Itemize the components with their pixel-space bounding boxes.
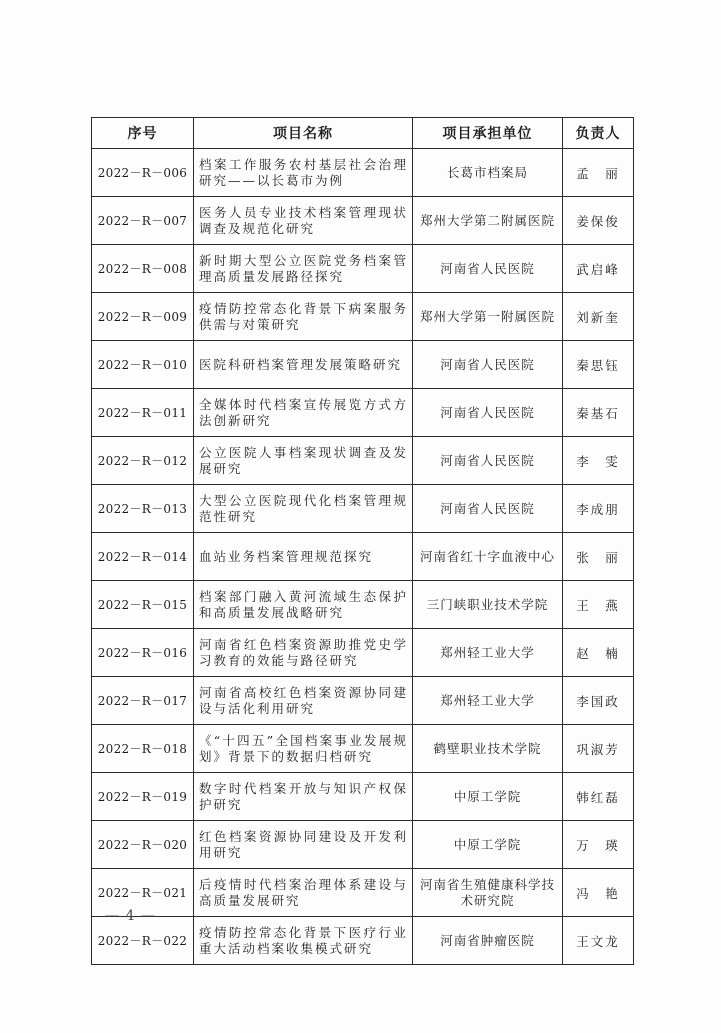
undertaking-unit-cell: 河南省人民医院 (413, 245, 563, 293)
undertaking-unit-cell: 长葛市档案局 (413, 149, 563, 197)
table-row (92, 869, 634, 917)
table-row (92, 677, 634, 725)
project-code-cell: 2022－R－011 (92, 389, 194, 437)
project-code-cell: 2022－R－012 (92, 437, 194, 485)
project-name-cell: 《“十四五”全国档案事业发展规划》背景下的数据归档研究 (194, 725, 413, 773)
project-name-cell: 河南省高校红色档案资源协同建设与活化利用研究 (194, 677, 413, 725)
header-serial: 序号 (92, 118, 194, 149)
project-name-cell: 档案工作服务农村基层社会治理研究——以长葛市为例 (194, 149, 413, 197)
person-in-charge-cell: 刘新奎 (563, 293, 634, 341)
project-name-cell: 档案部门融入黄河流域生态保护和高质量发展战略研究 (194, 581, 413, 629)
project-name-cell: 疫情防控常态化背景下医疗行业重大活动档案收集模式研究 (194, 917, 413, 965)
table-row (92, 629, 634, 677)
project-name-cell: 疫情防控常态化背景下病案服务供需与对策研究 (194, 293, 413, 341)
table-row (92, 773, 634, 821)
person-in-charge-cell: 武启峰 (563, 245, 634, 293)
person-in-charge-cell: 张 丽 (563, 533, 634, 581)
project-code-cell: 2022－R－020 (92, 821, 194, 869)
project-name-cell: 新时期大型公立医院党务档案管理高质量发展路径探究 (194, 245, 413, 293)
undertaking-unit-cell: 中原工学院 (413, 821, 563, 869)
undertaking-unit-cell: 河南省人民医院 (413, 341, 563, 389)
undertaking-unit-cell: 中原工学院 (413, 773, 563, 821)
table-row (92, 485, 634, 533)
undertaking-unit-cell: 河南省人民医院 (413, 437, 563, 485)
header-person-in-charge: 负责人 (563, 118, 634, 149)
project-name-cell: 公立医院人事档案现状调查及发展研究 (194, 437, 413, 485)
person-in-charge-cell: 赵 楠 (563, 629, 634, 677)
person-in-charge-cell: 冯 艳 (563, 869, 634, 917)
project-name-cell: 大型公立医院现代化档案管理规范性研究 (194, 485, 413, 533)
undertaking-unit-cell: 鹤壁职业技术学院 (413, 725, 563, 773)
project-code-cell: 2022－R－010 (92, 341, 194, 389)
person-in-charge-cell: 巩淑芳 (563, 725, 634, 773)
table-row (92, 581, 634, 629)
table-row (92, 341, 634, 389)
undertaking-unit-cell: 河南省生殖健康科学技术研究院 (413, 869, 563, 917)
project-code-cell: 2022－R－007 (92, 197, 194, 245)
page-number: — 4 — (105, 908, 156, 924)
person-in-charge-cell: 王文龙 (563, 917, 634, 965)
person-in-charge-cell: 王 燕 (563, 581, 634, 629)
table-row (92, 293, 634, 341)
person-in-charge-cell: 姜保俊 (563, 197, 634, 245)
person-in-charge-cell: 李成朋 (563, 485, 634, 533)
table-row (92, 389, 634, 437)
header-undertaking-unit: 项目承担单位 (413, 118, 563, 149)
project-code-cell: 2022－R－018 (92, 725, 194, 773)
table-row (92, 149, 634, 197)
project-name-cell: 河南省红色档案资源助推党史学习教育的效能与路径研究 (194, 629, 413, 677)
undertaking-unit-cell: 郑州大学第二附属医院 (413, 197, 563, 245)
project-code-cell: 2022－R－017 (92, 677, 194, 725)
undertaking-unit-cell: 河南省红十字血液中心 (413, 533, 563, 581)
project-code-cell: 2022－R－016 (92, 629, 194, 677)
table-row (92, 533, 634, 581)
undertaking-unit-cell: 河南省人民医院 (413, 485, 563, 533)
project-code-cell: 2022－R－006 (92, 149, 194, 197)
undertaking-unit-cell: 郑州轻工业大学 (413, 629, 563, 677)
table-row (92, 245, 634, 293)
project-code-cell: 2022－R－021 (92, 869, 194, 917)
undertaking-unit-cell: 郑州轻工业大学 (413, 677, 563, 725)
project-name-cell: 红色档案资源协同建设及开发利用研究 (194, 821, 413, 869)
project-table (91, 117, 634, 965)
undertaking-unit-cell: 河南省肿瘤医院 (413, 917, 563, 965)
person-in-charge-cell: 李 雯 (563, 437, 634, 485)
project-name-cell: 医务人员专业技术档案管理现状调查及规范化研究 (194, 197, 413, 245)
undertaking-unit-cell: 河南省人民医院 (413, 389, 563, 437)
table-row (92, 197, 634, 245)
header-project-name: 项目名称 (194, 118, 413, 149)
table-row (92, 437, 634, 485)
project-name-cell: 数字时代档案开放与知识产权保护研究 (194, 773, 413, 821)
project-code-cell: 2022－R－014 (92, 533, 194, 581)
table-row (92, 821, 634, 869)
project-code-cell: 2022－R－008 (92, 245, 194, 293)
person-in-charge-cell: 韩红磊 (563, 773, 634, 821)
person-in-charge-cell: 秦思钰 (563, 341, 634, 389)
project-name-cell: 医院科研档案管理发展策略研究 (194, 341, 413, 389)
project-code-cell: 2022－R－009 (92, 293, 194, 341)
project-name-cell: 血站业务档案管理规范探究 (194, 533, 413, 581)
undertaking-unit-cell: 郑州大学第一附属医院 (413, 293, 563, 341)
project-code-cell: 2022－R－022 (92, 917, 194, 965)
project-code-cell: 2022－R－015 (92, 581, 194, 629)
person-in-charge-cell: 万 瑛 (563, 821, 634, 869)
project-name-cell: 后疫情时代档案治理体系建设与高质量发展研究 (194, 869, 413, 917)
project-name-cell: 全媒体时代档案宣传展览方式方法创新研究 (194, 389, 413, 437)
table-row (92, 917, 634, 965)
person-in-charge-cell: 李国政 (563, 677, 634, 725)
table-header-row (92, 118, 634, 149)
table-row (92, 725, 634, 773)
project-code-cell: 2022－R－013 (92, 485, 194, 533)
person-in-charge-cell: 孟 丽 (563, 149, 634, 197)
person-in-charge-cell: 秦基石 (563, 389, 634, 437)
project-code-cell: 2022－R－019 (92, 773, 194, 821)
undertaking-unit-cell: 三门峡职业技术学院 (413, 581, 563, 629)
